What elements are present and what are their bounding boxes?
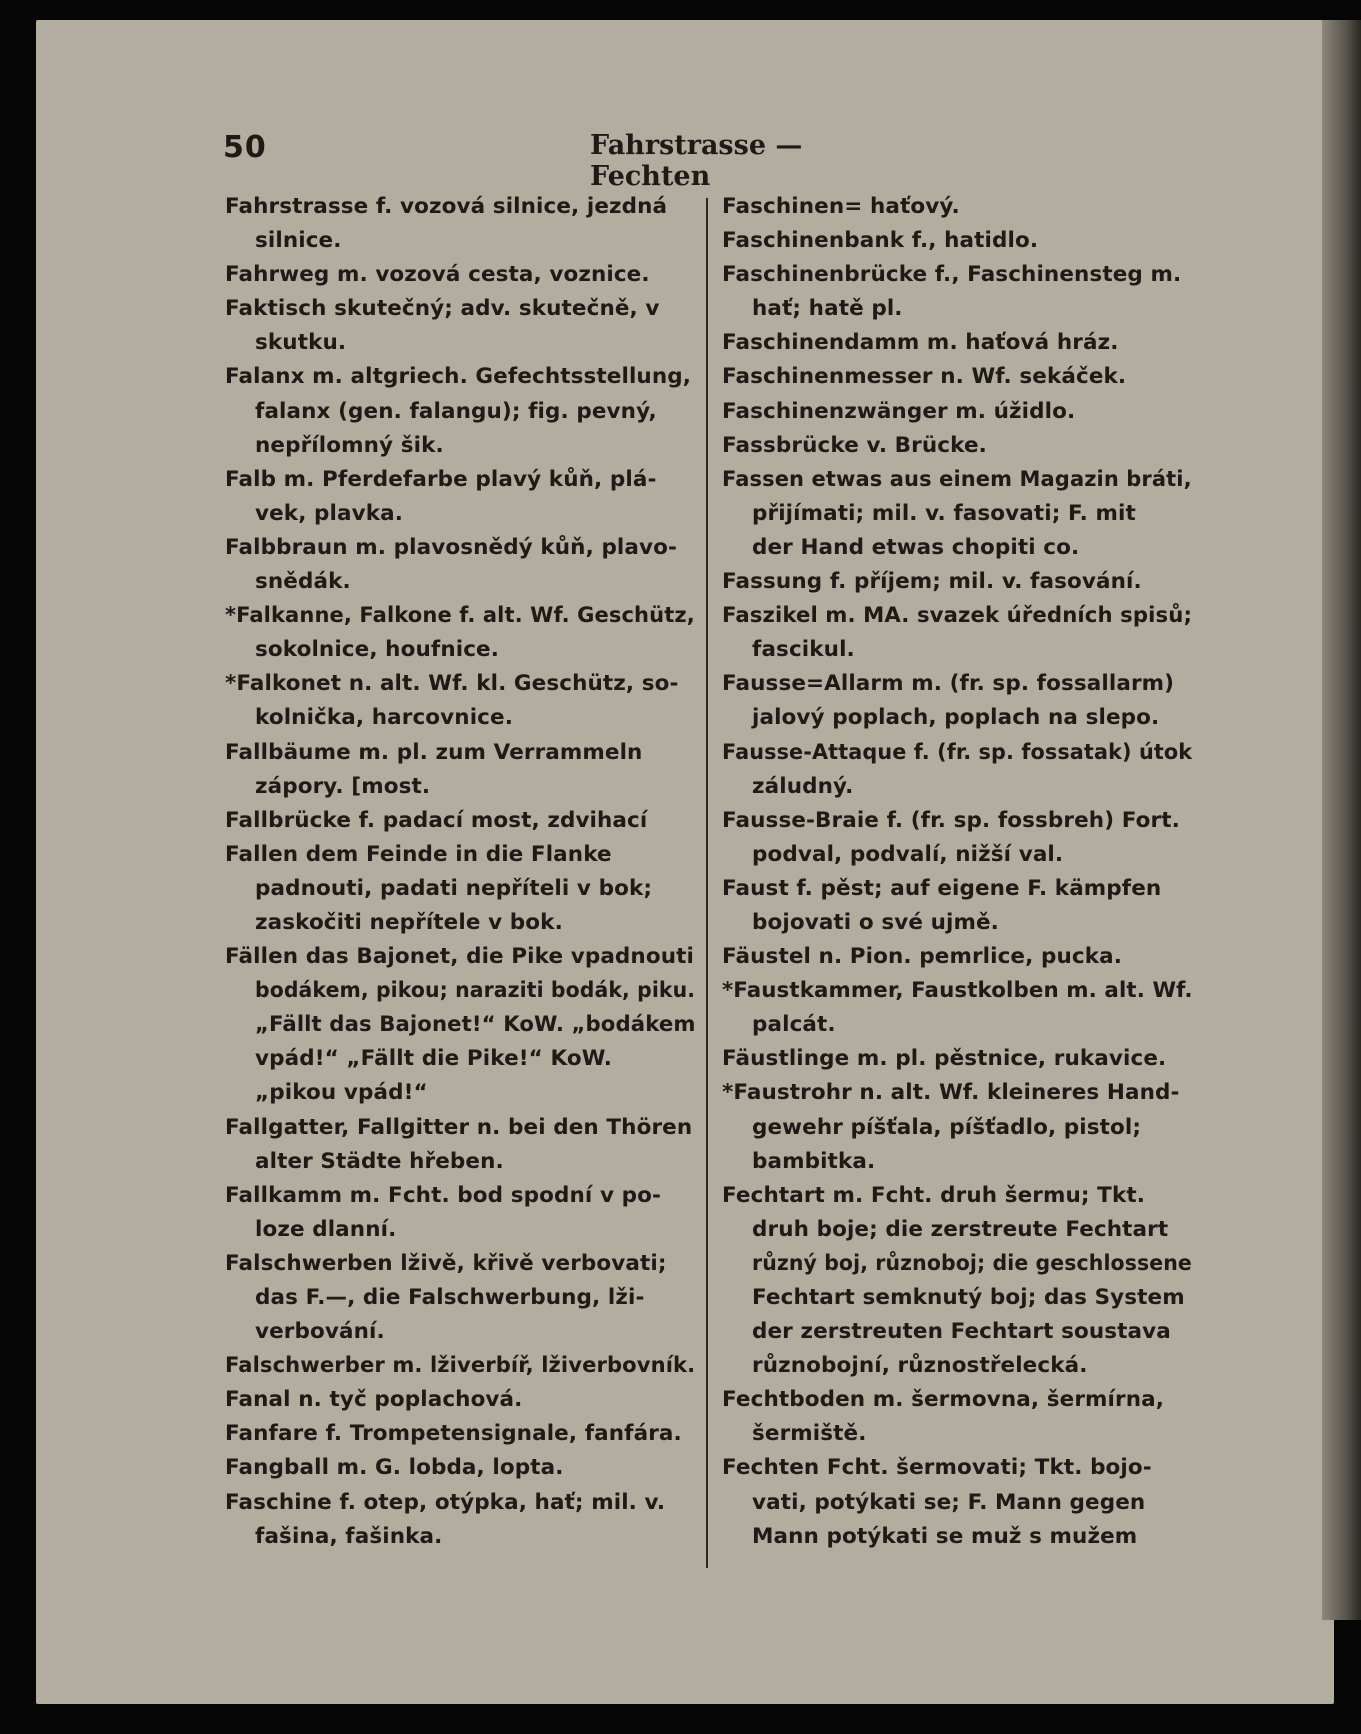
entry-continuation-line: palcát.: [752, 1012, 836, 1038]
column-divider: [706, 198, 708, 1568]
entry-continuation-line: „Fällt das Bajonet!“ KoW. „bodákem: [255, 1012, 696, 1038]
entry-continuation-line: kolnička, harcovnice.: [255, 705, 513, 731]
entry-continuation-line: der Hand etwas chopiti co.: [752, 534, 1080, 560]
entry-continuation-line: hať; hatě pl.: [752, 296, 903, 322]
dictionary-entry-line: Faschinen= haťový.: [722, 194, 960, 219]
entry-continuation-line: zápory. [most.: [255, 773, 431, 799]
entry-continuation-line: gewehr píšťala, píšťadlo, pistol;: [752, 1114, 1142, 1140]
dictionary-entry-line: Fällen das Bajonet, die Pike vpadnouti: [225, 944, 694, 970]
entry-continuation-line: druh boje; die zerstreute Fechtart: [752, 1216, 1169, 1242]
dictionary-entry-line: Fanfare f. Trompetensignale, fanfára.: [225, 1421, 682, 1447]
dictionary-entry-line: Faschinenbank f., hatidlo.: [722, 228, 1039, 254]
entry-continuation-line: jalový poplach, poplach na slepo.: [752, 705, 1160, 731]
entry-continuation-line: podval, podvalí, nižší val.: [752, 841, 1064, 867]
dictionary-entry-line: Fallgatter, Fallgitter n. bei den Thören: [225, 1114, 693, 1140]
dictionary-entry-line: Faktisch skutečný; adv. skutečně, v: [225, 296, 660, 322]
dictionary-entry-line: *Falkonet n. alt. Wf. kl. Geschütz, so-: [225, 671, 679, 697]
entry-continuation-line: loze dlanní.: [255, 1216, 397, 1242]
entry-continuation-line: snědák.: [255, 569, 351, 595]
page-number: 50: [223, 130, 267, 165]
dictionary-entry-line: Fechten Fcht. šermovati; Tkt. bojo-: [722, 1455, 1152, 1481]
entry-continuation-line: der zerstreuten Fechtart soustava: [752, 1319, 1171, 1345]
dictionary-entry-line: Fäustlinge m. pl. pěstnice, rukavice.: [722, 1046, 1167, 1072]
entry-continuation-line: skutku.: [255, 330, 347, 356]
dictionary-entry-line: Falschwerben lživě, křivě verbovati;: [225, 1250, 667, 1276]
dictionary-entry-line: Fassbrücke v. Brücke.: [722, 432, 987, 458]
entry-continuation-line: šermiště.: [752, 1421, 867, 1447]
entry-continuation-line: sokolnice, houfnice.: [255, 637, 499, 663]
dictionary-entry-line: Fallkamm m. Fcht. bod spodní v po-: [225, 1182, 662, 1208]
dictionary-entry-line: Fallbäume m. pl. zum Verrammeln: [225, 739, 643, 765]
dictionary-entry-line: Fassen etwas aus einem Magazin bráti,: [722, 466, 1192, 492]
dictionary-entry-line: Fallen dem Feinde in die Flanke: [225, 841, 612, 867]
entry-continuation-line: bojovati o své ujmě.: [752, 909, 999, 935]
dictionary-entry-line: Fausse-Attaque f. (fr. sp. fossatak) útok: [722, 739, 1193, 765]
entry-continuation-line: bodákem, pikou; naraziti bodák, piku.: [255, 978, 696, 1004]
entry-continuation-line: verbování.: [255, 1319, 385, 1345]
dictionary-entry-line: *Falkanne, Falkone f. alt. Wf. Geschütz,: [225, 603, 695, 629]
dictionary-entry-line: Falschwerber m. lživerbíř, lživerbovník.: [225, 1353, 696, 1379]
entry-continuation-line: zaskočiti nepřítele v bok.: [255, 909, 563, 935]
dictionary-entry-line: Faschinenzwänger m. úžidlo.: [722, 398, 1076, 424]
dictionary-entry-line: Faschinenmesser n. Wf. sekáček.: [722, 364, 1127, 390]
dictionary-entry-line: Faschinenbrücke f., Faschinensteg m.: [722, 262, 1182, 288]
entry-continuation-line: silnice.: [255, 228, 342, 254]
dictionary-entry-line: Faschine f. otep, otýpka, hať; mil. v.: [225, 1489, 666, 1515]
dictionary-entry-line: Fanal n. tyč poplachová.: [225, 1387, 523, 1413]
entry-continuation-line: das F.—, die Falschwerbung, lži-: [255, 1285, 645, 1310]
entry-continuation-line: falanx (gen. falangu); fig. pevný,: [255, 398, 657, 424]
entry-continuation-line: fašina, fašinka.: [255, 1523, 443, 1549]
dictionary-entry-line: Fechtboden m. šermovna, šermírna,: [722, 1387, 1164, 1413]
entry-continuation-line: různý boj, různoboj; die geschlossene: [752, 1250, 1192, 1276]
dictionary-entry-line: Fallbrücke f. padací most, zdvihací: [225, 807, 648, 833]
dictionary-entry-line: Faschinendamm m. haťová hráz.: [722, 330, 1119, 356]
dictionary-entry-line: Fassung f. příjem; mil. v. fasování.: [722, 569, 1142, 595]
dictionary-entry-line: Fangball m. G. lobda, lopta.: [225, 1455, 564, 1481]
dictionary-entry-line: Fahrstrasse f. vozová silnice, jezdná: [225, 194, 668, 219]
entry-continuation-line: vpád!“ „Fällt die Pike!“ KoW.: [255, 1046, 613, 1072]
entry-continuation-line: vek, plavka.: [255, 500, 404, 526]
running-head: Fahrstrasse — Fechten: [590, 130, 803, 192]
dictionary-entry-line: Falbbraun m. plavosnědý kůň, plavo-: [225, 534, 678, 560]
dictionary-entry-line: Fausse-Braie f. (fr. sp. fossbreh) Fort.: [722, 807, 1180, 833]
dictionary-entry-line: Faust f. pěst; auf eigene F. kämpfen: [722, 875, 1162, 901]
dictionary-entry-line: Fausse=Allarm m. (fr. sp. fossallarm): [722, 671, 1175, 697]
entry-continuation-line: alter Städte hřeben.: [255, 1148, 504, 1174]
entry-continuation-line: různobojní, různostřelecká.: [752, 1353, 1088, 1379]
page-edge-shadow: [1322, 20, 1361, 1620]
dictionary-entry-line: Fäustel n. Pion. pemrlice, pucka.: [722, 944, 1122, 970]
left-column: [225, 190, 695, 1554]
entry-continuation-line: Fechtart semknutý boj; das System: [752, 1285, 1185, 1310]
dictionary-entry-line: Fahrweg m. vozová cesta, voznice.: [225, 262, 650, 288]
entry-continuation-line: Mann potýkati se muž s mužem: [752, 1523, 1138, 1549]
right-column: [722, 190, 1192, 1554]
entry-continuation-line: fascikul.: [752, 637, 855, 663]
entry-continuation-line: bambitka.: [752, 1148, 876, 1174]
dictionary-entry-line: *Faustkammer, Faustkolben m. alt. Wf.: [722, 978, 1193, 1004]
entry-continuation-line: záludný.: [752, 773, 854, 799]
dictionary-entry-line: Falb m. Pferdefarbe plavý kůň, plá-: [225, 466, 657, 492]
dictionary-entry-line: Falanx m. altgriech. Gefechtsstellung,: [225, 364, 691, 390]
dictionary-entry-line: Fechtart m. Fcht. druh šermu; Tkt.: [722, 1182, 1145, 1208]
entry-continuation-line: vati, potýkati se; F. Mann gegen: [752, 1489, 1146, 1515]
entry-continuation-line: nepřílomný šik.: [255, 432, 444, 458]
entry-continuation-line: „pikou vpád!“: [255, 1080, 428, 1106]
dictionary-entry-line: *Faustrohr n. alt. Wf. kleineres Hand-: [722, 1080, 1180, 1106]
dictionary-entry-line: Faszikel m. MA. svazek úředních spisů;: [722, 603, 1193, 629]
entry-continuation-line: přijímati; mil. v. fasovati; F. mit: [752, 500, 1136, 526]
entry-continuation-line: padnouti, padati nepříteli v bok;: [255, 875, 653, 901]
